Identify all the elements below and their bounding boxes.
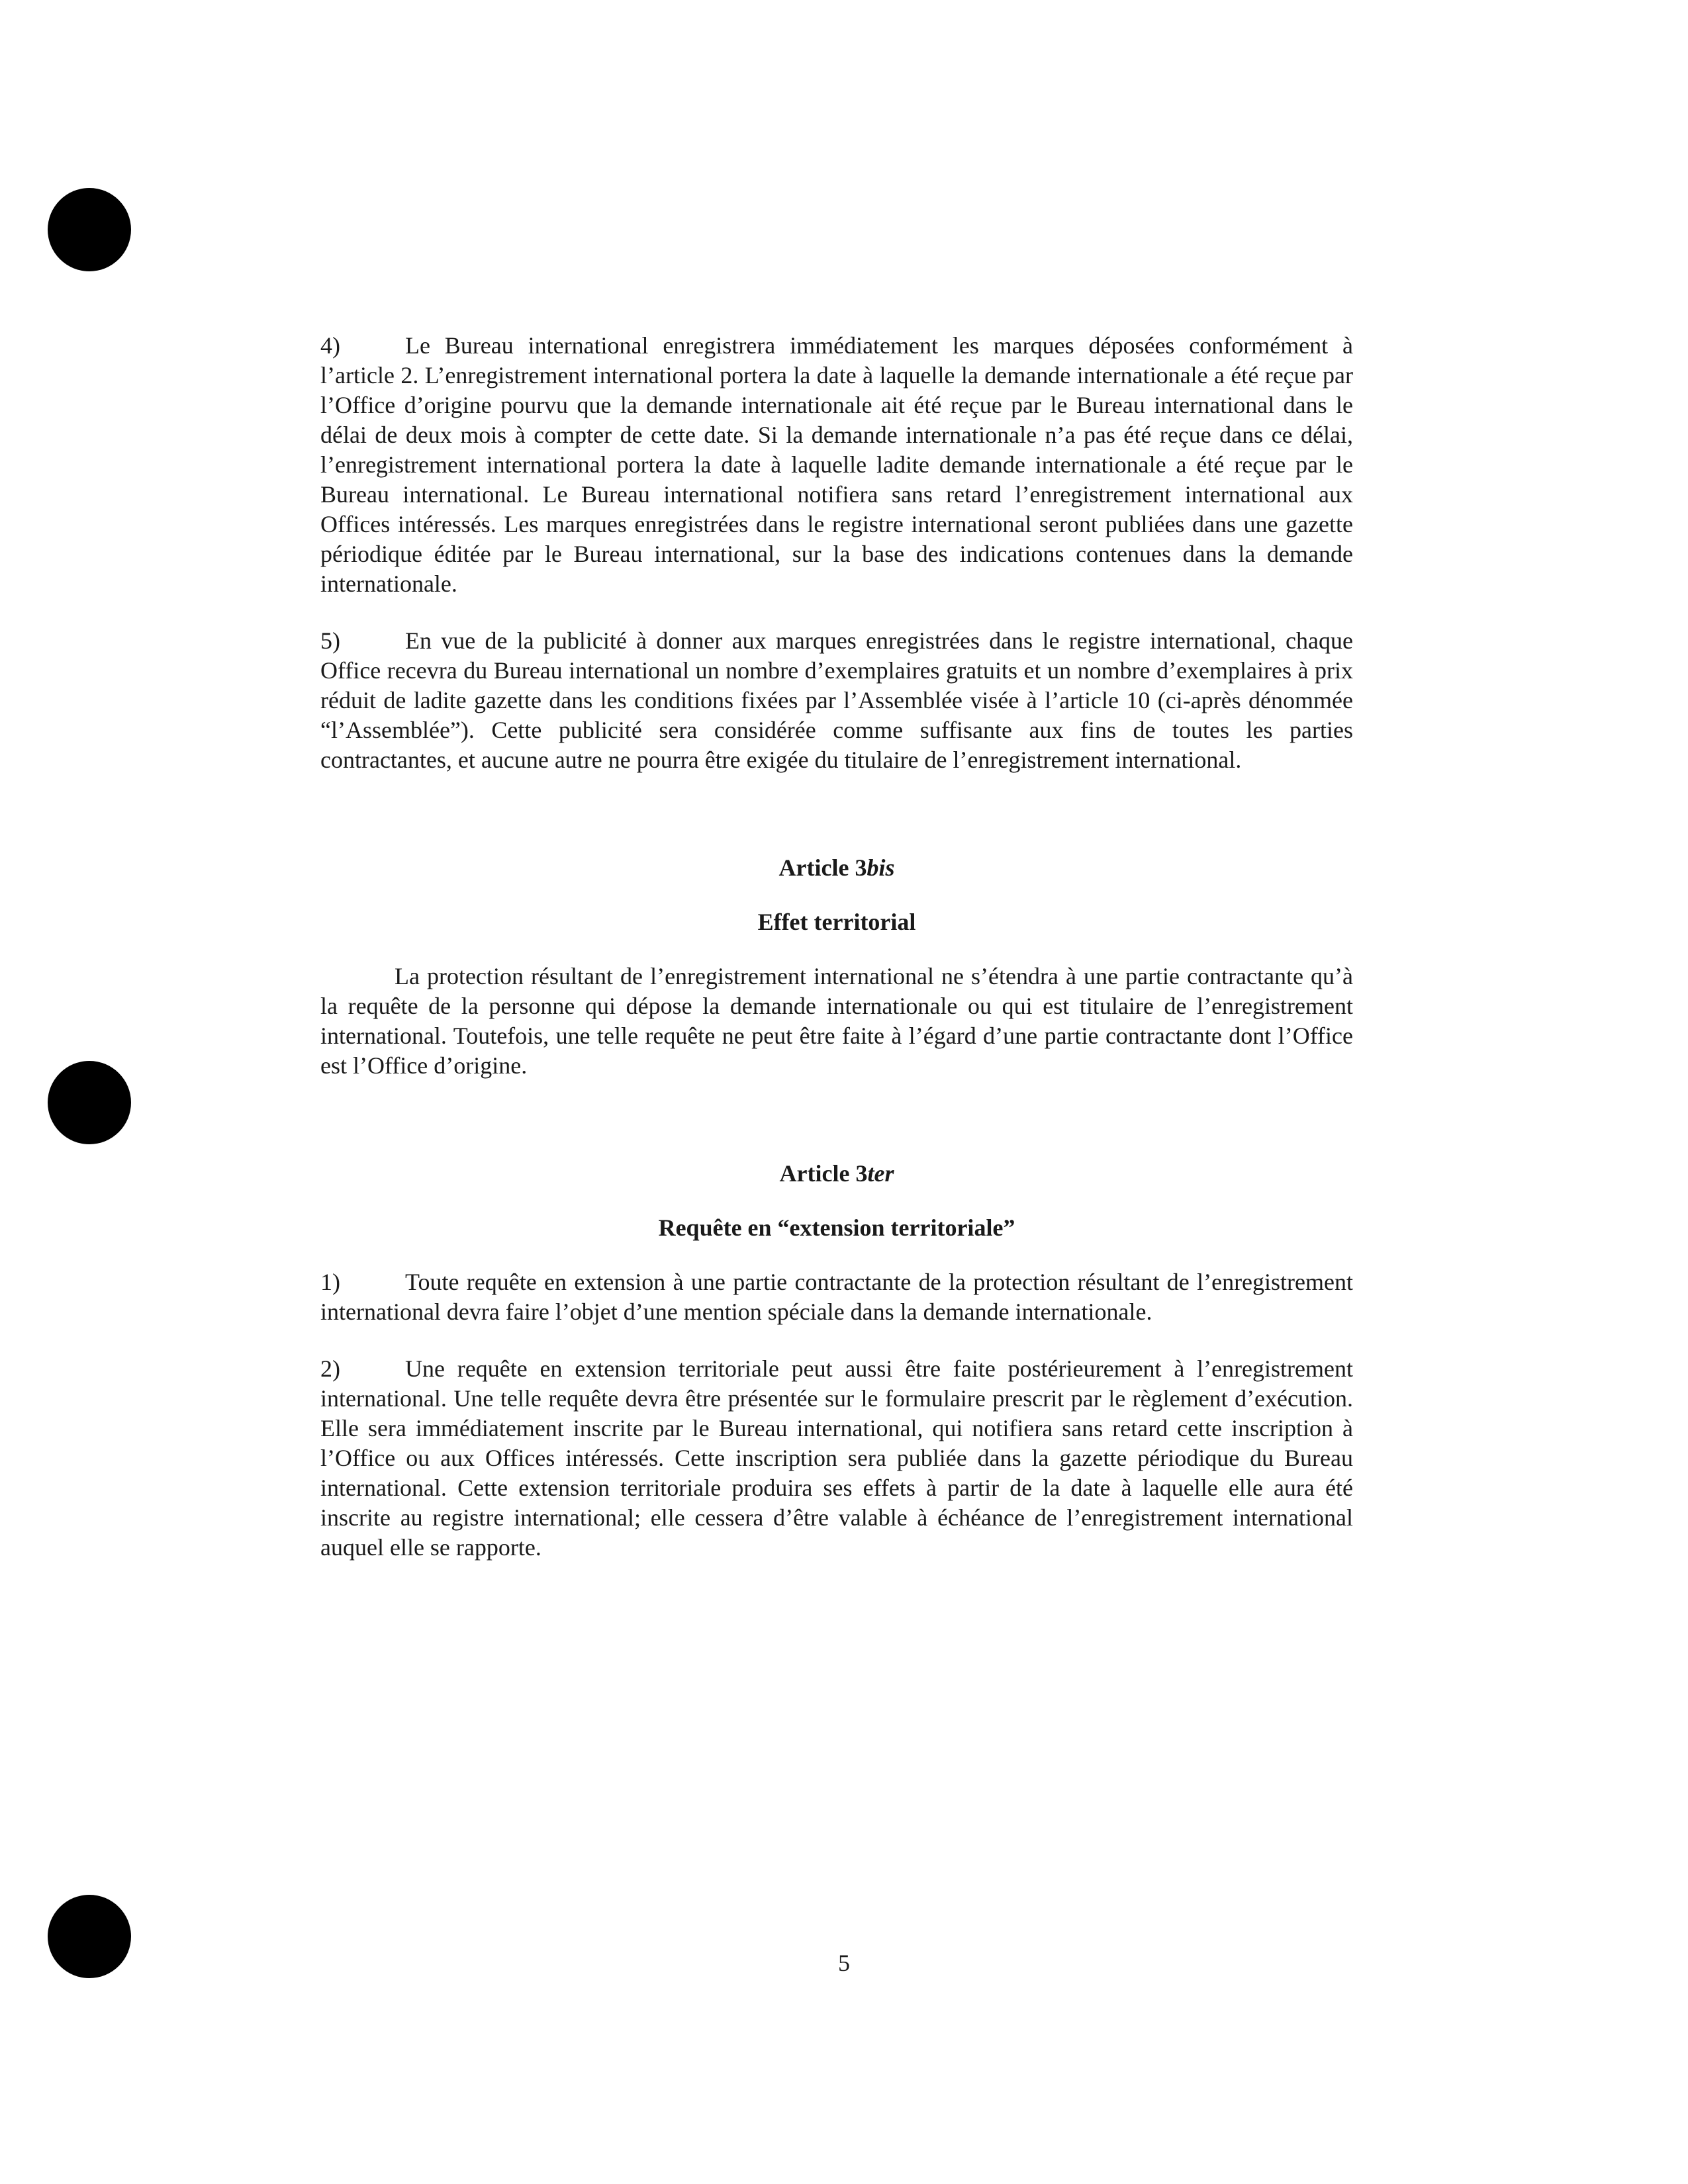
article-3bis-heading — [320, 853, 1353, 883]
paragraph-text: Toute requête en extension à une partie contractante de la protection résultant de l’enregistrement international devra faire l’objet d’une mention spéciale dans la demande internationale. — [320, 1269, 1353, 1325]
paragraph-4 — [320, 331, 1353, 599]
punch-hole-top — [48, 188, 131, 271]
paragraph-number: 4) — [320, 332, 340, 359]
paragraph-number: 5) — [320, 627, 340, 654]
article-3ter-heading — [320, 1159, 1353, 1189]
document-body — [320, 331, 1353, 1563]
paragraph-text: Une requête en extension territoriale peut aussi être faite postérieurement à l’enregistrement international. Une telle requête devra être présentée sur le formulaire prescrit par le règlement d’exécution. Elle sera immédiatement inscrite par le Bureau international, qui notifiera sans retard cette inscription à l’Office ou aux Offices intéressés. Cette inscription sera publiée dans la gazette périodique du Bureau international. Cette extension territoriale produira ses effets à partir de la date à laquelle elle aura été inscrite au registre international; elle cessera d’être valable à échéance de l’enregistrement international auquel elle se rapporte. — [320, 1355, 1353, 1561]
article-3bis-text: La protection résultant de l’enregistrement international ne s’étendra à une partie contractante qu’à la requête de la personne qui dépose la demande internationale ou qui est titulaire de l’enregistrement international. Toutefois, une telle requête ne peut être faite à l’égard d’une partie contractante dont l’Office est l’Office d’origine. — [320, 963, 1353, 1079]
paragraph-number: 1) — [320, 1269, 340, 1295]
punch-hole-middle — [48, 1061, 131, 1144]
paragraph-5 — [320, 626, 1353, 775]
article-3bis-title: Effet territorial — [757, 909, 916, 935]
paragraph-text: Le Bureau international enregistrera immédiatement les marques déposées conformément à l’article 2. L’enregistrement international portera la date à laquelle la demande internationale a été reçue par l’Office d’origine pourvu que la demande internationale ait été reçue par le Bureau international dans le délai de deux mois à compter de cette date. Si la demande internationale n’a pas été reçue dans ce délai, l’enregistrement international portera la date à laquelle ladite demande internationale a été reçue par le Bureau international. Le Bureau international notifiera sans retard l’enregistrement international aux Offices intéressés. Les marques enregistrées dans le registre international seront publiées dans une gazette périodique éditée par le Bureau international, sur la base des indications contenues dans la demande internationale. — [320, 332, 1353, 597]
article-label: Article 3 — [778, 854, 867, 881]
article-suffix: ter — [867, 1160, 894, 1187]
article-3ter-paragraph-1 — [320, 1267, 1353, 1327]
paragraph-text: En vue de la publicité à donner aux marques enregistrées dans le registre international, chaque Office recevra du Bureau international un nombre d’exemplaires gratuits et un nombre d’exemplaires à prix réduit de ladite gazette dans les conditions fixées par l’Assemblée visée à l’article 10 (ci-après dénommée “l’Assemblée”). Cette publicité sera considérée comme suffisante aux fins de toutes les parties contractantes, et aucune autre ne pourra être exigée du titulaire de l’enregistrement international. — [320, 627, 1353, 773]
article-3ter-title: Requête en “extension territoriale” — [658, 1214, 1015, 1241]
article-label: Article 3 — [779, 1160, 868, 1187]
page-number: 5 — [838, 1950, 850, 1976]
article-3ter-paragraph-2 — [320, 1354, 1353, 1563]
paragraph-number: 2) — [320, 1355, 340, 1382]
article-suffix: bis — [867, 854, 895, 881]
